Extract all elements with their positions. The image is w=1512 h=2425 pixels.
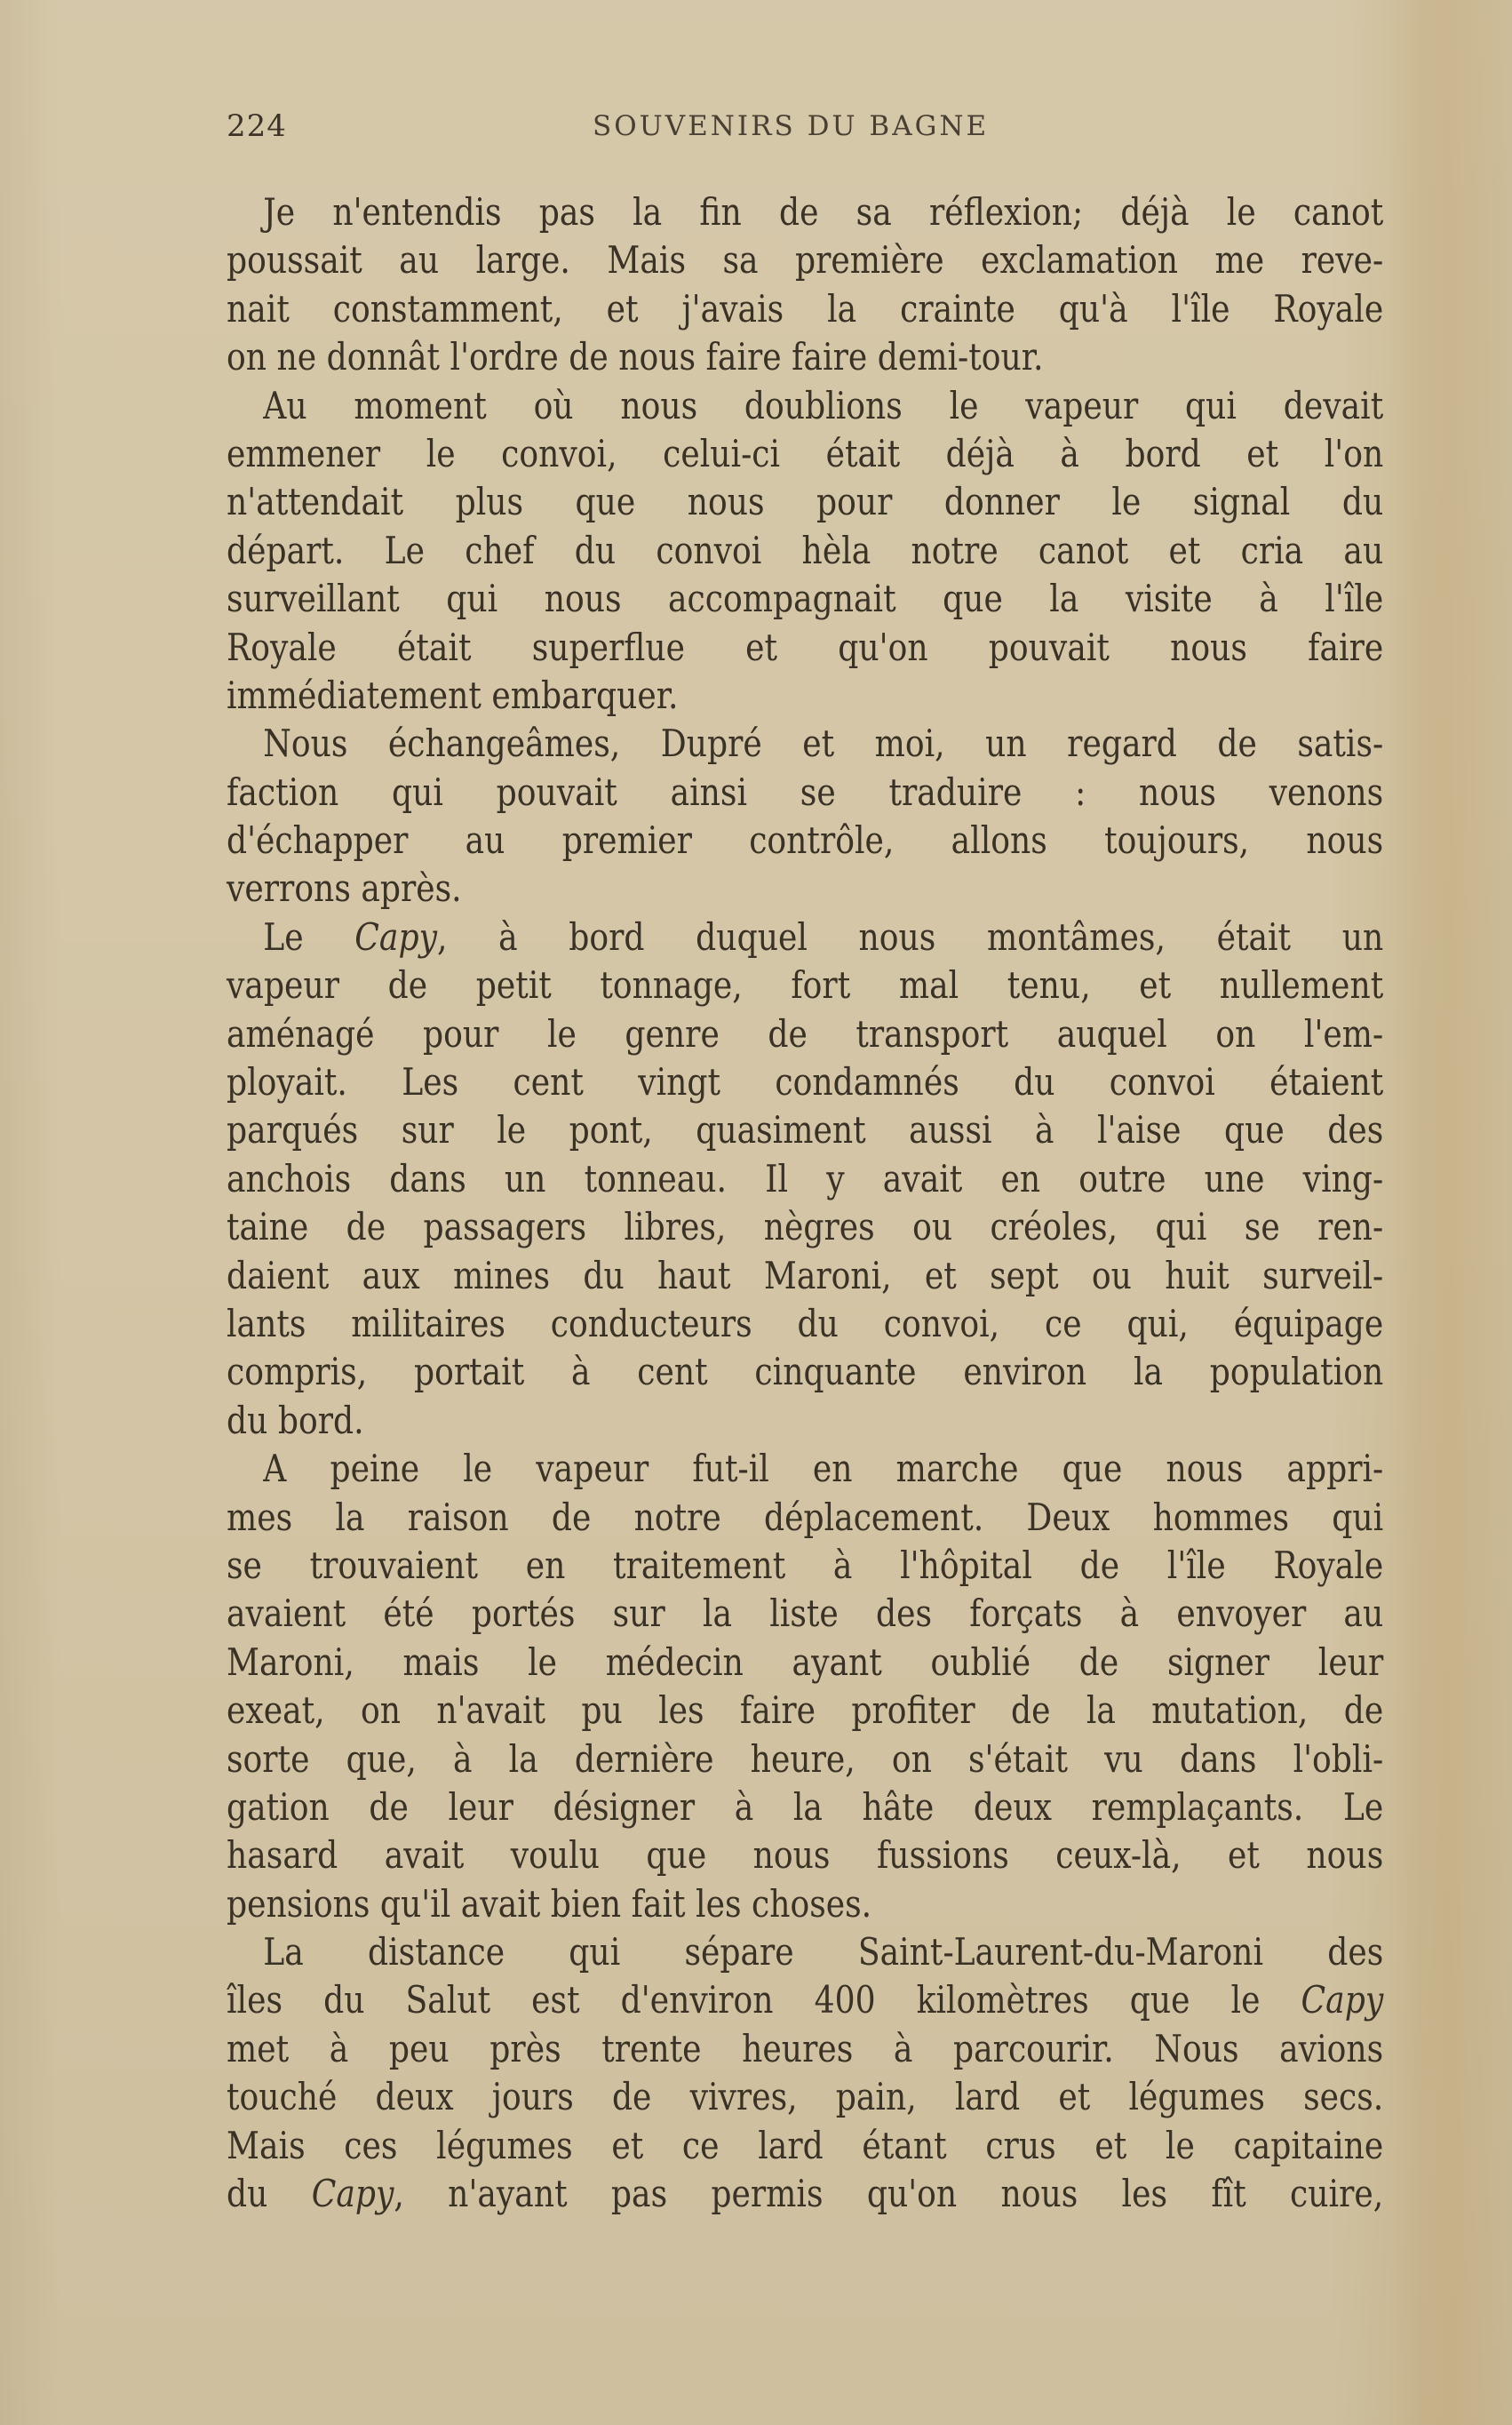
text-line: Nous échangeâmes, Dupré et moi, un regard de satis- (263, 722, 1384, 766)
page-number: 224 (227, 108, 287, 144)
text-line: verrons après. (227, 866, 462, 911)
text-line: Au moment où nous doublions le vapeur qui devait (263, 383, 1384, 427)
running-head-title: SOUVENIRS DU BAGNE (593, 110, 990, 142)
text-line: îles du Salut est d'environ 400 kilomètres que le Capy (227, 1978, 1384, 2022)
text-line: vapeur de petit tonnage, fort mal tenu, et nullement (227, 963, 1384, 1008)
text-line: lants militaires conducteurs du convoi, ce qui, équipage (227, 1301, 1384, 1345)
text-line: compris, portait à cent cinquante environ la population (227, 1350, 1384, 1394)
text-line: Je n'entendis pas la fin de sa réflexion; déjà le canot (263, 190, 1384, 234)
text-line: avaient été portés sur la liste des forçats à envoyer au (227, 1591, 1384, 1636)
text-line: n'attendait plus que nous pour donner le signal du (227, 480, 1384, 524)
text-line: aménagé pour le genre de transport auquel on l'em- (227, 1011, 1384, 1056)
text-line: d'échapper au premier contrôle, allons toujours, nous (227, 818, 1384, 863)
text-line: sorte que, à la dernière heure, on s'était vu dans l'obli- (227, 1736, 1384, 1781)
text-line: surveillant qui nous accompagnait que la visite à l'île (227, 577, 1384, 621)
text-line: nait constamment, et j'avais la crainte qu'à l'île Royale (227, 286, 1384, 331)
text-line: met à peu près trente heures à parcourir. Nous avions (227, 2026, 1384, 2070)
text-line: parqués sur le pont, quasiment aussi à l'aise que des (227, 1108, 1384, 1153)
text-line: ployait. Les cent vingt condamnés du convoi étaient (227, 1060, 1384, 1105)
text-line: immédiatement embarquer. (227, 673, 679, 717)
text-line: Maroni, mais le médecin ayant oublié de signer leur (227, 1639, 1384, 1684)
text-line: anchois dans un tonneau. Il y avait en outre une ving- (227, 1156, 1384, 1201)
text-line: exeat, on n'avait pu les faire profiter de la mutation, de (227, 1688, 1384, 1733)
ship-name-italic: Capy (1301, 1978, 1384, 2022)
text-line: gation de leur désigner à la hâte deux remplaçants. Le (227, 1784, 1384, 1829)
ship-name-italic: Capy (311, 2172, 394, 2216)
text-line: on ne donnât l'ordre de nous faire faire demi-tour. (227, 335, 1044, 379)
text-line: poussait au large. Mais sa première exclamation me reve- (227, 238, 1384, 283)
text-line: départ. Le chef du convoi hèla notre canot et cria au (227, 528, 1384, 572)
text-line: emmener le convoi, celui-ci était déjà à bord et l'on (227, 431, 1384, 475)
text-line: faction qui pouvait ainsi se traduire : nous venons (227, 770, 1384, 814)
text-line: Le Capy, à bord duquel nous montâmes, était un (263, 914, 1384, 959)
body-text (227, 188, 1383, 2218)
text-line: se trouvaient en traitement à l'hôpital de l'île Royale (227, 1543, 1384, 1587)
text-line: taine de passagers libres, nègres ou créoles, qui se ren- (227, 1205, 1384, 1249)
text-line: A peine le vapeur fut-il en marche que nous appri- (263, 1447, 1384, 1491)
text-line: du Capy, n'ayant pas permis qu'on nous les fît cuire, (227, 2172, 1384, 2216)
text-line: touché deux jours de vivres, pain, lard et légumes secs. (227, 2075, 1384, 2119)
text-line: mes la raison de notre déplacement. Deux hommes qui (227, 1495, 1384, 1539)
text-line: La distance qui sépare Saint-Laurent-du-Maroni des (263, 1930, 1384, 1974)
text-line: daient aux mines du haut Maroni, et sept ou huit surveil- (227, 1253, 1384, 1297)
ship-name-italic: Capy (354, 914, 437, 959)
text-line: hasard avait voulu que nous fussions ceux-là, et nous (227, 1833, 1384, 1878)
text-line: Mais ces légumes et ce lard étant crus et le capitaine (227, 2123, 1384, 2167)
text-line: du bord. (227, 1398, 364, 1442)
text-line: Royale était superflue et qu'on pouvait nous faire (227, 625, 1384, 669)
page-edge-shadow (1388, 0, 1512, 2425)
text-line: pensions qu'il avait bien fait les choses. (227, 1881, 872, 1926)
running-head (227, 105, 1381, 149)
